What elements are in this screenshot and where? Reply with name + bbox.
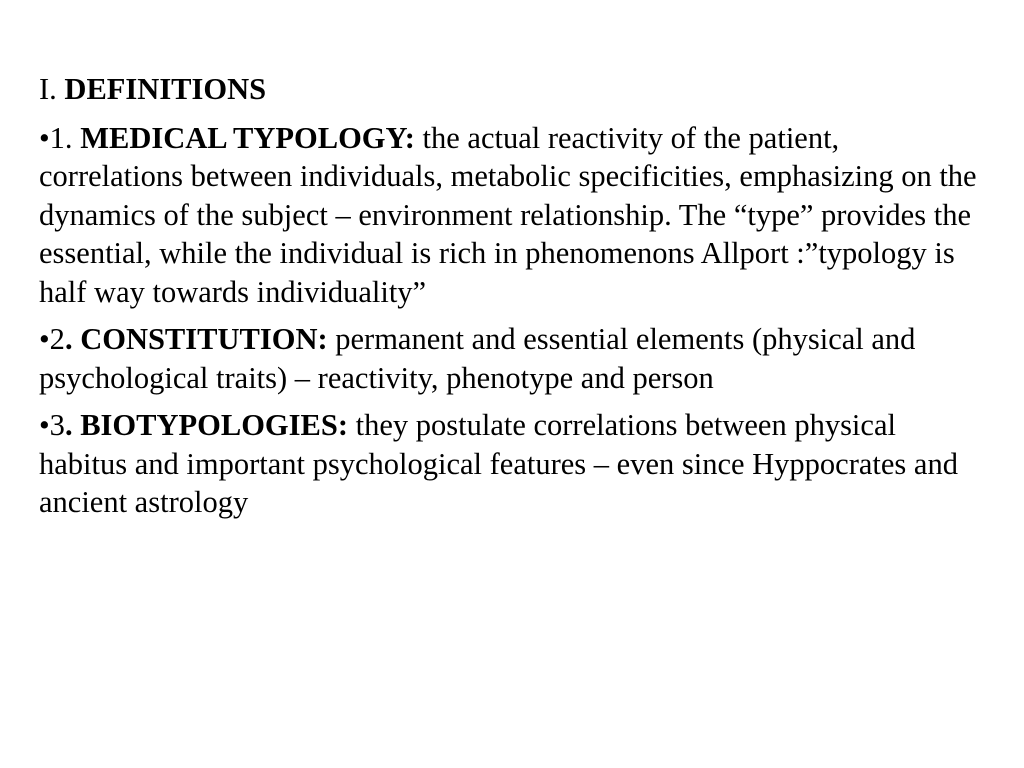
definition-text: permanent and essential elements (physical and psychological traits) – reactivity, phenotype and person <box>39 322 916 395</box>
section-heading <box>39 70 989 109</box>
section-number: I. <box>39 72 57 106</box>
slide-content <box>39 70 989 531</box>
definition-item-biotypologies <box>39 406 989 522</box>
definition-marker: •2 <box>39 322 65 356</box>
definition-text: they postulate correlations between physical habitus and important psychological features – even since Hyppocrates and ancient astrology <box>39 408 958 519</box>
definition-marker: •1. <box>39 120 73 155</box>
definition-term: . CONSTITUTION: <box>64 322 328 356</box>
definition-marker: •3 <box>39 408 65 442</box>
definition-text: the actual reactivity of the patient, correlations between individuals, metabolic specificities, emphasizing on the dynamics of the subject – environment relationship. The “type” provides the essential, while the individual is rich in phenomenons Allport :”typology is half way towards individuality” <box>39 120 977 309</box>
definition-term: MEDICAL TYPOLOGY: <box>80 120 415 155</box>
definition-term: . BIOTYPOLOGIES: <box>64 408 348 442</box>
section-title: DEFINITIONS <box>64 72 267 106</box>
definition-item-constitution <box>39 320 989 397</box>
definition-item-medical-typology <box>39 119 989 312</box>
